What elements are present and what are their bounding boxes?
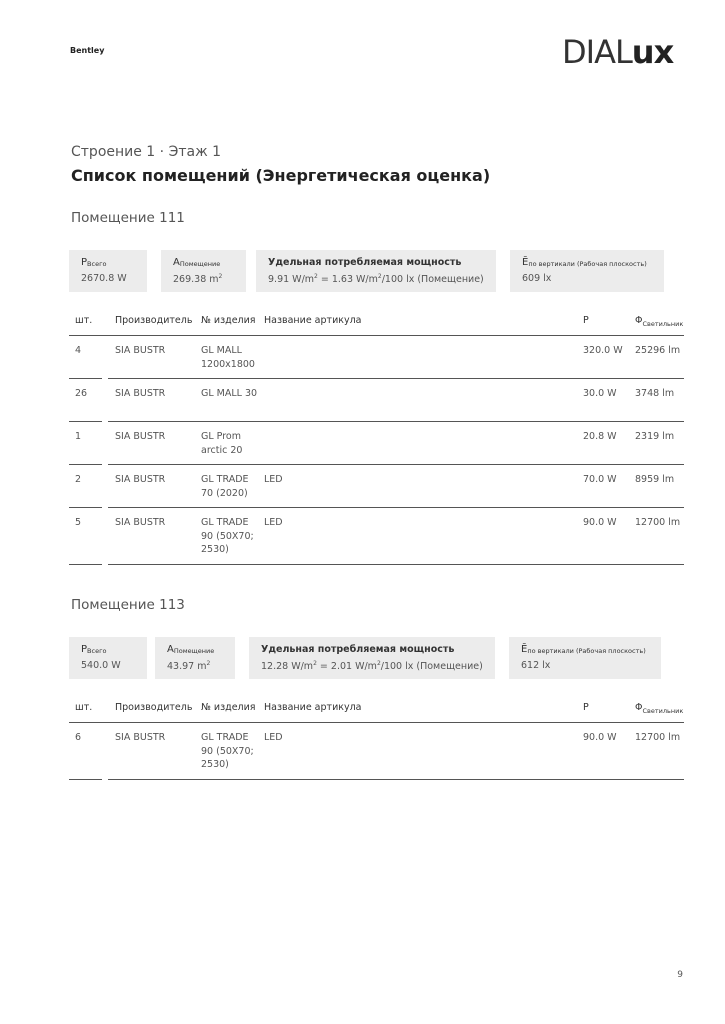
power-density-label: Удельная потребляемая мощность [268, 257, 462, 268]
cell-qty: 2 [75, 474, 82, 485]
total-power-card [69, 637, 147, 679]
room-heading: Помещение 111 [71, 210, 185, 226]
table-row [69, 507, 684, 564]
illuminance-label: $Ē_{по вертикали (Рабочая плоскость)}$ [522, 257, 647, 268]
cell-power: 70.0 W [583, 474, 617, 485]
total-power-value: 2670.8 W [81, 273, 127, 284]
cell-flux: 2319 lm [635, 431, 675, 442]
cell-article-no: GL TRADE 70 (2020) [201, 474, 249, 499]
area-value: 269.38 $m^2$ [173, 273, 223, 286]
power-density-value: 12.28 $W/m^2 = 2.01$ $W/m^2/100$ lx (Помещение) [261, 660, 483, 673]
room-heading: Помещение 113 [71, 597, 185, 613]
area-value: 43.97 $m^2$ [167, 660, 211, 673]
luminaire-table [69, 315, 684, 564]
illuminance-card [510, 250, 664, 292]
table-row [69, 722, 684, 779]
cell-power: 30.0 W [583, 388, 617, 399]
cell-article-no: GL TRADE 90 (50X70; 2530) [201, 517, 254, 555]
page-number: 9 [677, 970, 683, 980]
logo-part-bold: ux [631, 33, 674, 71]
total-power-value: 540.0 W [81, 660, 121, 671]
col-qty: шт. [75, 315, 93, 326]
cell-article-name: LED [264, 474, 283, 485]
page-title: Список помещений (Энергетическая оценка) [71, 166, 491, 185]
cell-article-no: GL MALL 30 [201, 388, 258, 399]
cell-manufacturer: SIA BUSTR [115, 345, 166, 356]
cell-power: 90.0 W [583, 732, 617, 743]
col-power: P [583, 702, 589, 713]
cell-manufacturer: SIA BUSTR [115, 474, 166, 485]
total-power-label: $P_{Всего}$ [81, 257, 107, 268]
cell-article-no: GL TRADE 90 (50X70; 2530) [201, 732, 254, 770]
table-row [69, 378, 684, 421]
col-flux: $\Phi_{Светильник}$ [635, 702, 684, 715]
dialux-logo [562, 33, 674, 71]
cell-article-name: LED [264, 732, 283, 743]
cell-qty: 4 [75, 345, 82, 356]
cell-qty: 1 [75, 431, 82, 442]
cell-power: 90.0 W [583, 517, 617, 528]
table-row [69, 335, 684, 378]
cell-manufacturer: SIA BUSTR [115, 431, 166, 442]
project-name: Bentley [70, 46, 105, 55]
cell-manufacturer: SIA BUSTR [115, 388, 166, 399]
col-article-no: № изделия [201, 702, 256, 713]
col-manufacturer: Производитель [115, 702, 193, 713]
cell-qty: 5 [75, 517, 82, 528]
cell-flux: 12700 lm [635, 732, 681, 743]
area-label: $A_{Помещение}$ [167, 644, 215, 655]
illuminance-label: $Ē_{по вертикали (Рабочая плоскость)}$ [521, 644, 646, 655]
col-qty: шт. [75, 702, 93, 713]
col-power: P [583, 315, 589, 326]
table-row [69, 421, 684, 464]
breadcrumb: Строение 1 · Этаж 1 [71, 144, 222, 160]
illuminance-card [509, 637, 661, 679]
col-article-name: Название артикула [264, 702, 362, 713]
cell-flux: 8959 lm [635, 474, 675, 485]
cell-qty: 6 [75, 732, 82, 743]
area-card [161, 250, 246, 292]
cell-flux: 3748 lm [635, 388, 675, 399]
illuminance-value: 612 lx [521, 660, 551, 671]
logo-part-light: DIAL [562, 33, 632, 71]
cell-flux: 12700 lm [635, 517, 681, 528]
power-density-value: 9.91 $W/m^2 = 1.63$ $W/m^2/100$ lx (Помещение) [268, 273, 484, 286]
cell-power: 320.0 W [583, 345, 623, 356]
cell-manufacturer: SIA BUSTR [115, 517, 166, 528]
cell-article-name: LED [264, 517, 283, 528]
illuminance-value: 609 lx [522, 273, 552, 284]
total-power-label: $P_{Всего}$ [81, 644, 107, 655]
power-density-card [256, 250, 496, 292]
power-density-label: Удельная потребляемая мощность [261, 644, 455, 655]
col-article-name: Название артикула [264, 315, 362, 326]
cell-flux: 25296 lm [635, 345, 681, 356]
cell-qty: 26 [75, 388, 88, 399]
table-row [69, 464, 684, 507]
area-label: $A_{Помещение}$ [173, 257, 221, 268]
cell-manufacturer: SIA BUSTR [115, 732, 166, 743]
cell-power: 20.8 W [583, 431, 617, 442]
cell-article-no: GL MALL 1200x1800 [201, 345, 255, 370]
col-article-no: № изделия [201, 315, 256, 326]
luminaire-table [69, 702, 684, 779]
cell-article-no: GL Prom arctic 20 [201, 431, 243, 456]
col-flux: $\Phi_{Светильник}$ [635, 315, 684, 328]
area-card [155, 637, 235, 679]
col-manufacturer: Производитель [115, 315, 193, 326]
total-power-card [69, 250, 147, 292]
power-density-card [249, 637, 495, 679]
